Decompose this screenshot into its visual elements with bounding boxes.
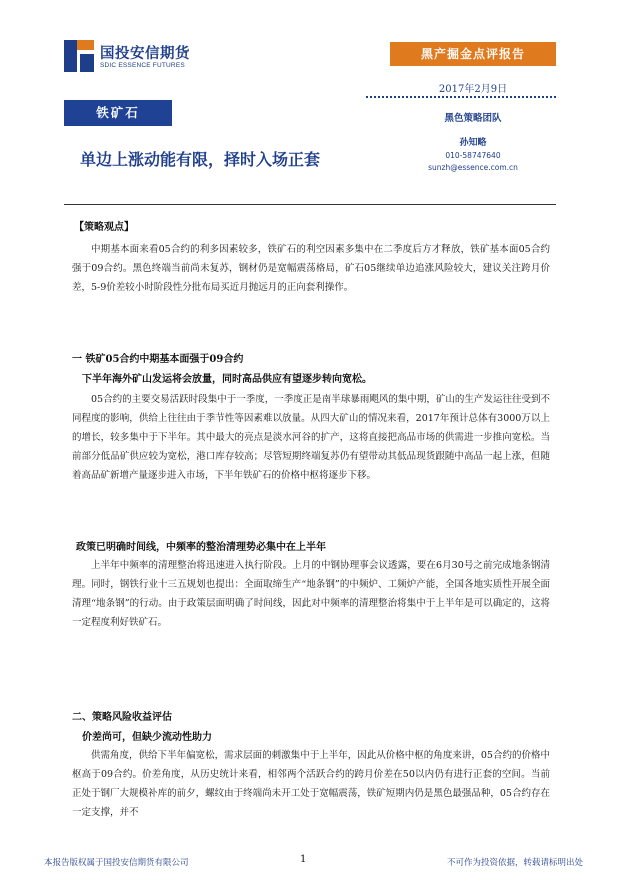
report-type-banner: 黑产掘金点评报告 [390,42,556,66]
company-logo [64,40,204,80]
logo-chinese-name: 国投安信期货 [100,46,190,62]
category-label: 铁矿石 [64,100,172,126]
page-number: 1 [300,854,307,865]
heading-section-1: 一 铁矿05合约中期基本面强于09合约 [72,354,244,365]
analyst-phone: 010-58747640 [445,151,501,160]
paragraph-risk: 供需角度，供给下半年偏宽松，需求层面的刺激集中于上半年，因此从价格中枢的角度来讲，05合约的价格中枢高于09合约。价差角度，从历史统计来看，相邻两个活跃合约的跨月价差在50以内仍有进行正套的空间。当前正处于钢厂大规模补库的前夕，螺纹由于终端尚未开工处于宽幅震荡，铁矿短期内仍是黑色最强品种，05合约存在一定支撑，并不 [72,750,550,818]
heading-section-2: 二、策略风险收益评估 [72,712,172,723]
company-logo-icon [64,40,94,72]
paragraph-supply: 05合约的主要交易活跃时段集中于一季度，一季度正是南半球暴雨飓风的集中期，矿山的生产发运往往受到不同程度的影响，供给上往往由于季节性等因素难以放量。从四大矿山的情况来看，2017年预计总体有3000万以上的增长，较多集中于下半年。其中最大的亮点是淡水河谷的扩产，这将直接把高品市场的供需进一步推向宽松。当前部分低品矿供应较为宽松，港口库存较高；尽管短期终端复苏仍有望带动其低品现货跟随中高品一起上涨，但随着高品矿新增产量逐步进入市场，下半年铁矿石的价格中枢将逐步下移。 [72,394,550,481]
strategy-intro-paragraph: 中期基本面来看05合约的利多因素较多，铁矿石的利空因素多集中在二季度后方才释放，铁矿基本面05合约强于09合约。黑色终端当前尚未复苏，钢材仍是宽幅震荡格局，矿石05继续单边追涨风险较大，建议关注跨月价差，5-9价差较小时阶段性分批布局买近月抛远月的正向套利操作。 [72,244,550,293]
subheading-2a: 价差尚可，但缺少流动性助力 [82,732,212,743]
report-date: 2017年2月9日 [438,84,508,95]
paragraph-policy: 上半年中频率的清理整治将迅速进入执行阶段。上月的中钢协理事会议透露，要在6月30号之前完成地条钢清理。同时，钢铁行业十三五规划也提出：全面取缔生产“地条钢”的中频炉、工频炉产能，全国各地实质性开展全面清理“地条钢”的行动。由于政策层面明确了时间线，因此对中频率的清理整治将集中于上半年是可以确定的，这将一定程度利好铁矿石。 [72,560,550,628]
header-divider [366,96,556,98]
report-title: 单边上涨动能有限，择时入场正套 [80,150,321,169]
analyst-email: sunzh@essence.com.cn [428,163,518,172]
analyst-info [390,137,556,174]
footer-copyright: 本报告版权属于国投安信期货有限公司 [44,858,189,868]
footer-disclaimer: 不可作为投资依据，转载请标明出处 [446,858,583,868]
title-divider [64,204,556,205]
subheading-1b: 政策已明确时间线，中频率的整治清理势必集中在上半年 [76,542,326,553]
section-label-strategy: 【策略观点】 [74,222,134,233]
analyst-name: 孙知略 [459,138,487,148]
logo-english-name: SDIC ESSENCE FUTURES [100,62,185,69]
team-name: 黑色策略团队 [444,113,502,124]
subheading-1a: 下半年海外矿山发运将会放量，同时高品供应有望逐步转向宽松。 [82,374,372,385]
